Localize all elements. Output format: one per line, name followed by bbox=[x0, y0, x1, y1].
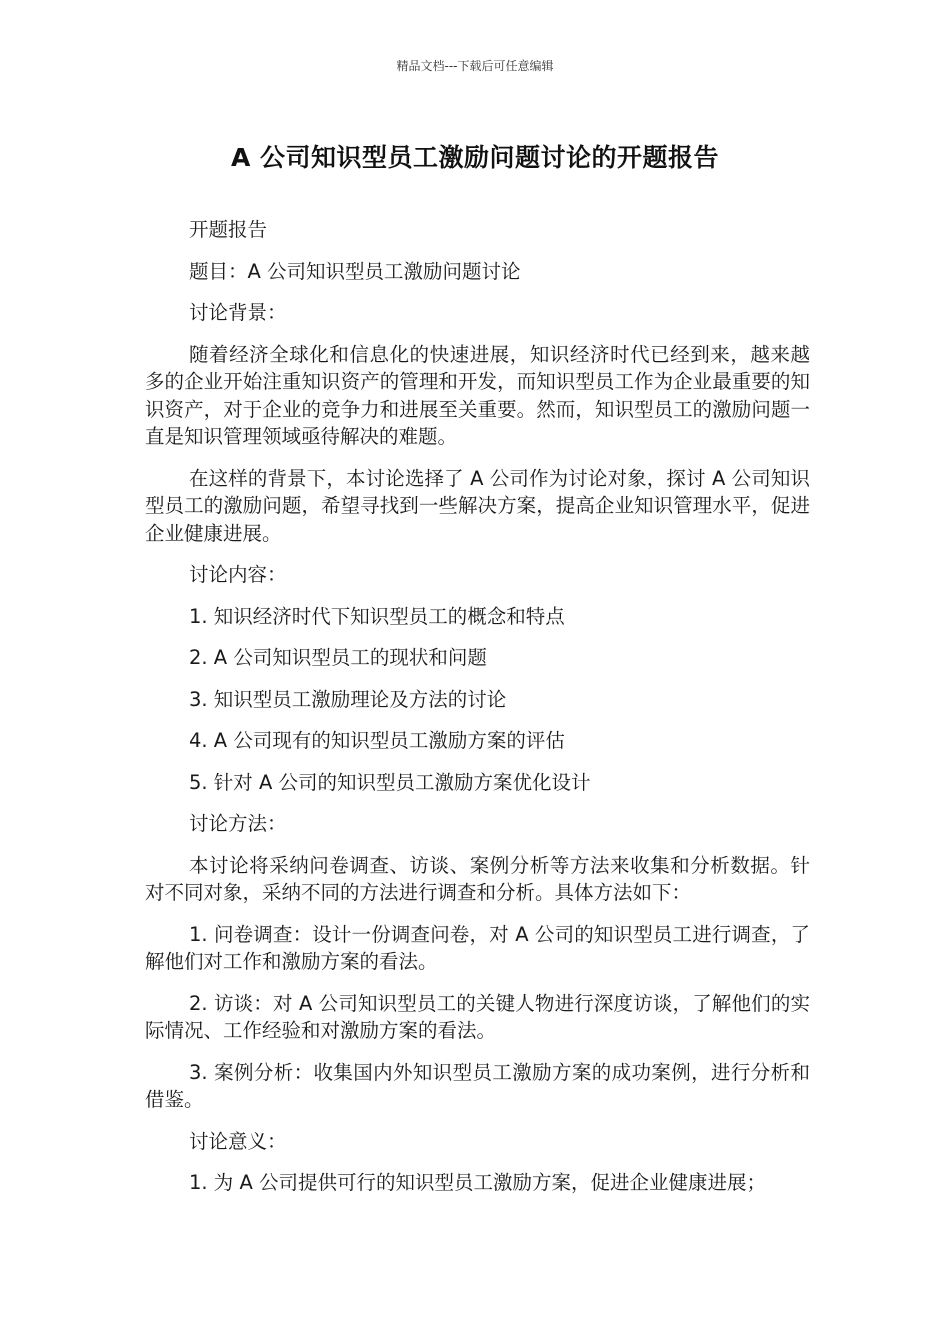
content-item-5: 5. 针对 A 公司的知识型员工激励方案优化设计 bbox=[189, 770, 591, 794]
content-item-1: 1. 知识经济时代下知识型员工的概念和特点 bbox=[189, 604, 565, 628]
content-item-4: 4. A 公司现有的知识型员工激励方案的评估 bbox=[189, 729, 565, 752]
header-note: 精品文档---下载后可任意编辑 bbox=[396, 59, 554, 73]
section-label-report: 开题报告 bbox=[189, 218, 268, 241]
document-title: A 公司知识型员工激励问题讨论的开题报告 bbox=[230, 143, 720, 172]
background-paragraph-2: 在这样的背景下，本讨论选择了 A 公司作为讨论对象，探讨 A 公司知识型员工的激励问题，希望寻找到一些解决方案，提高企业知识管理水平，促进企业健康进展。 bbox=[145, 466, 810, 545]
method-intro-paragraph: 本讨论将采纳问卷调查、访谈、案例分析等方法来收集和分析数据。针对不同对象，采纳不同的方法进行调查和分析。具体方法如下： bbox=[145, 853, 810, 904]
topic-line: 题目：A 公司知识型员工激励问题讨论 bbox=[189, 259, 521, 283]
background-paragraph-1: 随着经济全球化和信息化的快速进展，知识经济时代已经到来，越来越多的企业开始注重知识资产的管理和开发，而知识型员工作为企业最重要的知识资产，对于企业的竞争力和进展至关重要。然而，知识型员工的激励问题一直是知识管理领域亟待解决的难题。 bbox=[145, 342, 810, 448]
method-item-3: 3. 案例分析：收集国内外知识型员工激励方案的成功案例，进行分析和借鉴。 bbox=[145, 1060, 810, 1111]
document-body bbox=[145, 216, 810, 1211]
section-heading-background: 讨论背景： bbox=[189, 301, 287, 324]
section-heading-significance: 讨论意义： bbox=[189, 1129, 287, 1153]
method-item-2: 2. 访谈：对 A 公司知识型员工的关键人物进行深度访谈，了解他们的实际情况、工作经验和对激励方案的看法。 bbox=[145, 991, 810, 1042]
content-item-3: 3. 知识型员工激励理论及方法的讨论 bbox=[189, 687, 507, 711]
section-heading-method: 讨论方法： bbox=[189, 812, 287, 835]
significance-item-1: 1. 为 A 公司提供可行的知识型员工激励方案，促进企业健康进展； bbox=[189, 1171, 767, 1194]
content-item-2: 2. A 公司知识型员工的现状和问题 bbox=[189, 646, 487, 669]
section-heading-content: 讨论内容： bbox=[189, 563, 287, 586]
method-item-1: 1. 问卷调查：设计一份调查问卷，对 A 公司的知识型员工进行调查，了解他们对工作和激励方案的看法。 bbox=[145, 922, 810, 973]
